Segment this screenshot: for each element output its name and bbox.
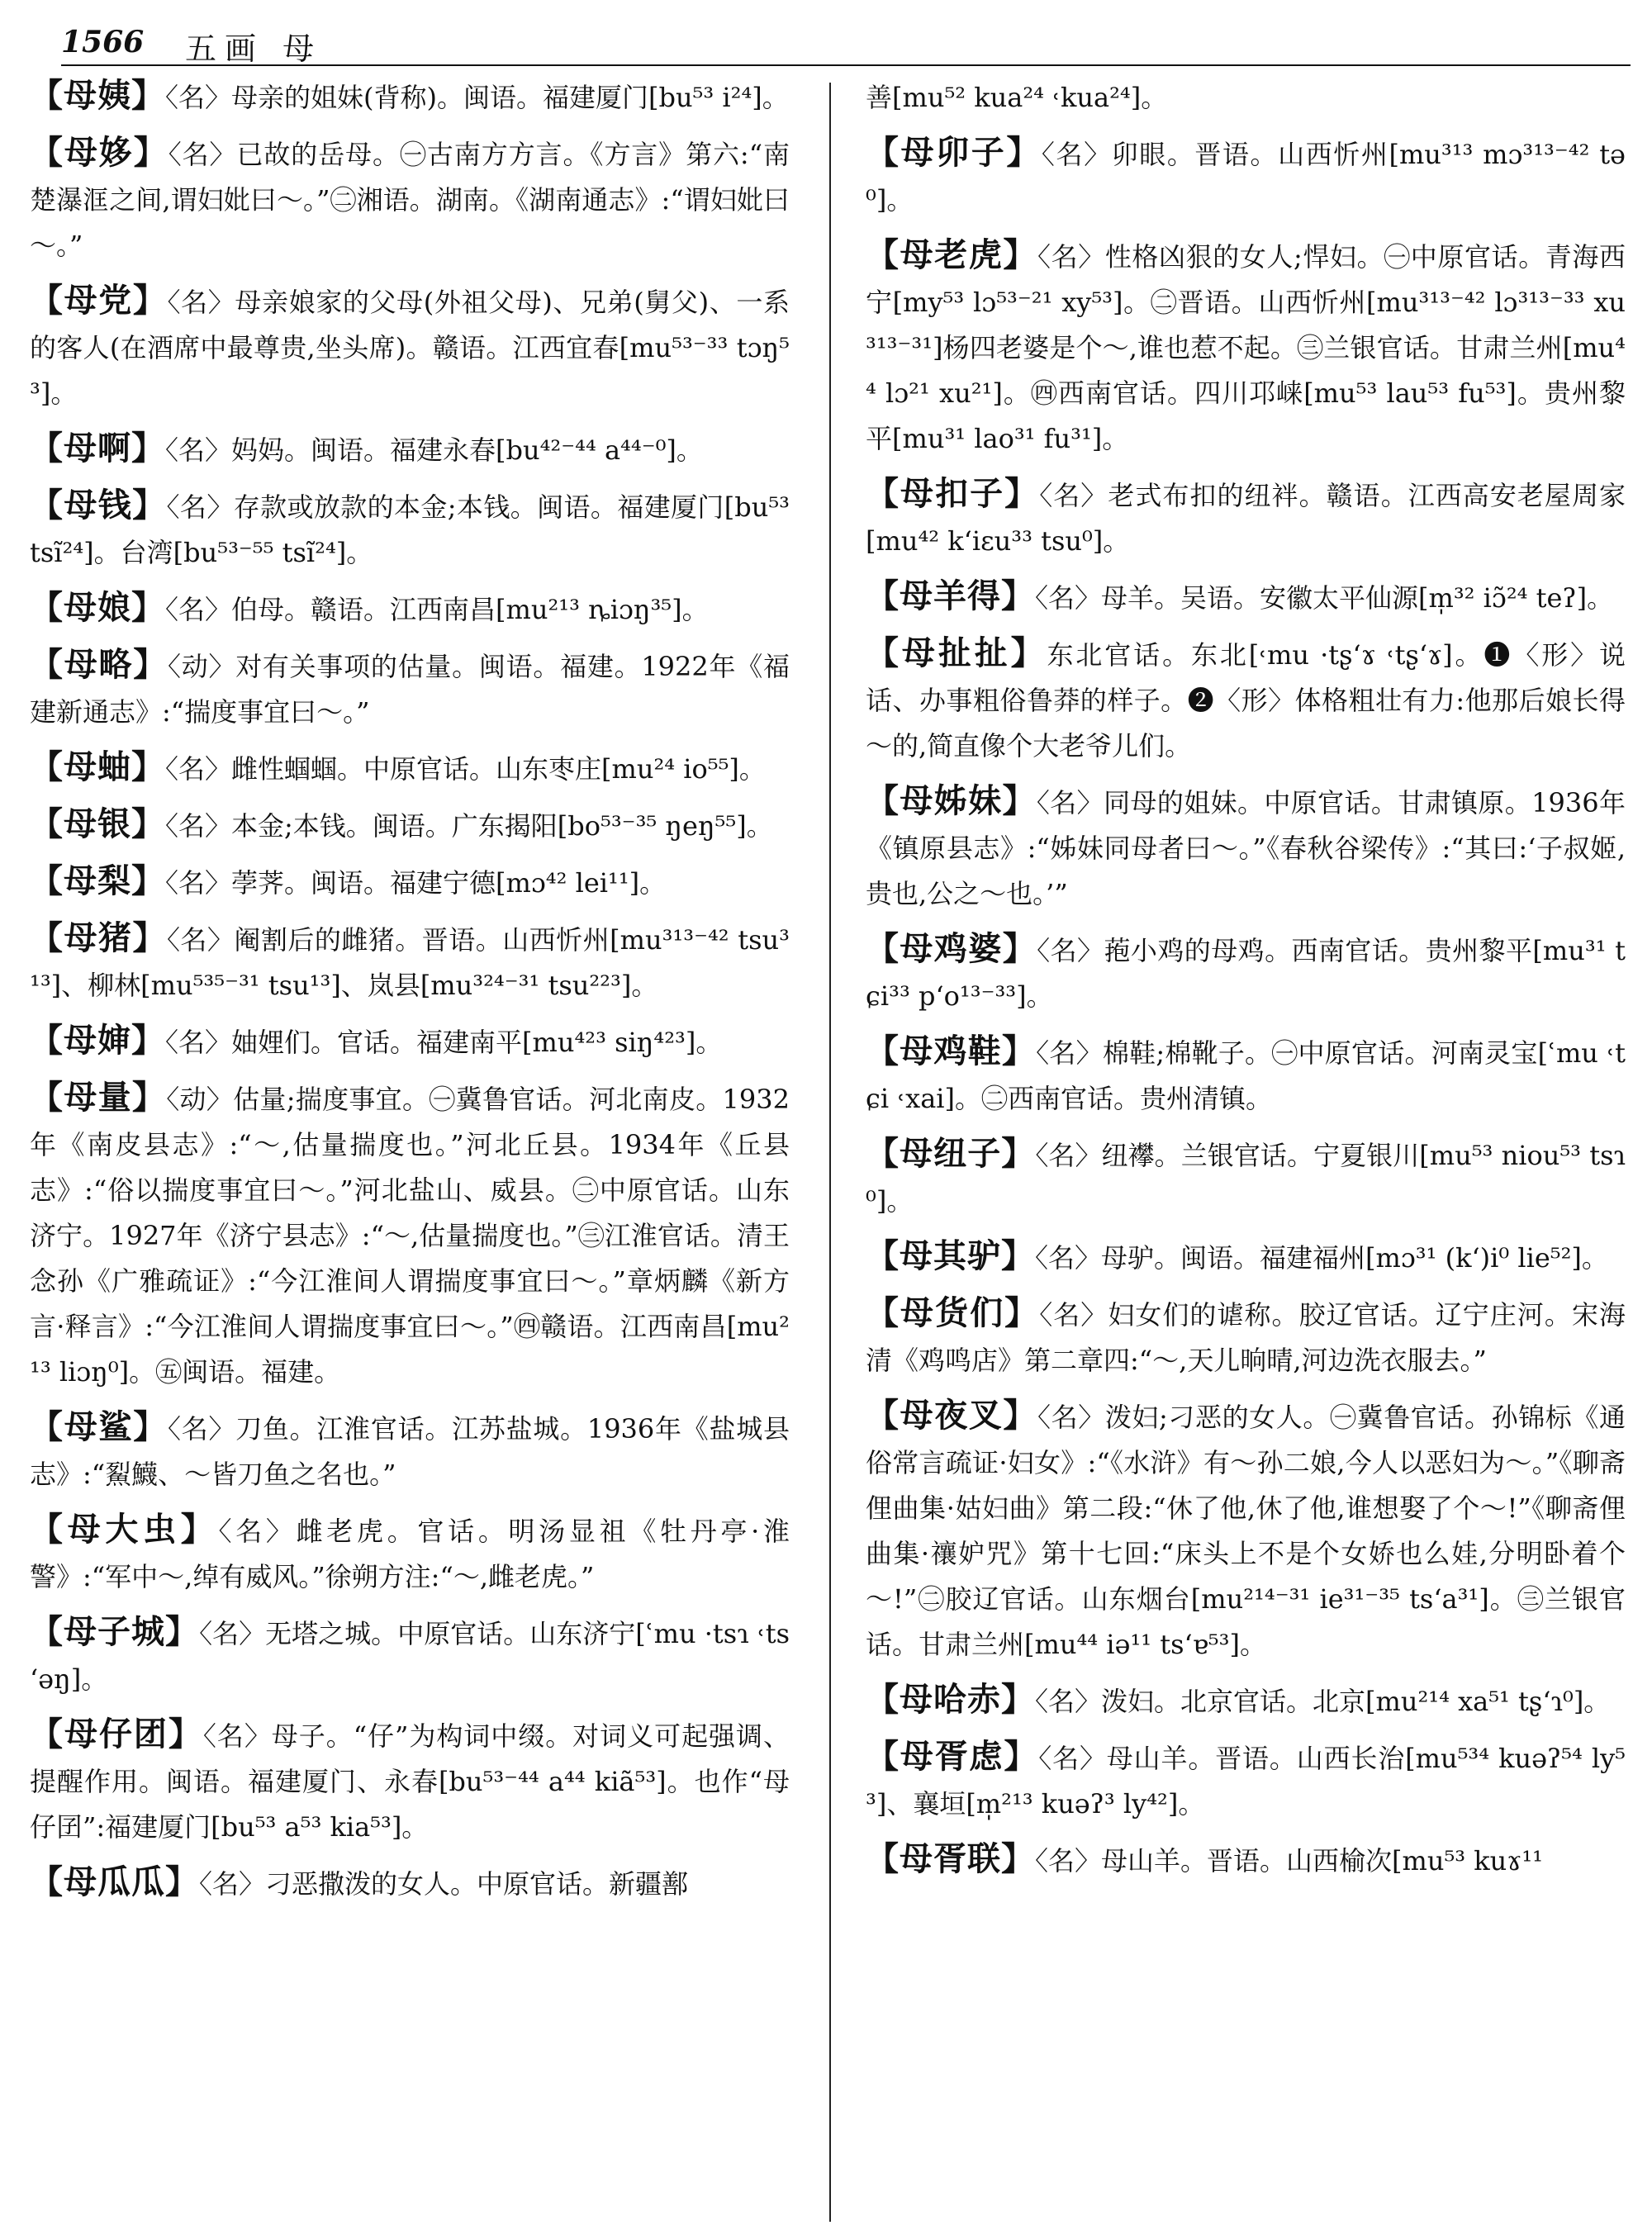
dictionary-entry: [30, 1404, 790, 1497]
entry-definition: 〈名〉伯母。赣语。江西南昌[mu²¹³ ȵiɔŋ³⁵]。: [165, 594, 709, 625]
entry-headword: 【母羊得】: [866, 576, 1035, 615]
entry-headword: 【母鸡鞋】: [866, 1032, 1037, 1070]
entry-headword: 【母夜叉】: [866, 1396, 1038, 1435]
dictionary-entry: [30, 801, 790, 849]
entry-headword: 【母扣子】: [866, 474, 1040, 513]
entry-definition: 〈名〉母羊。吴语。安徽太平仙源[m̩³² iɔ̃²⁴ teʔ]。: [1035, 582, 1614, 614]
entry-headword: 【母娘】: [30, 588, 165, 627]
dictionary-entry: [30, 425, 790, 473]
dictionary-entry: [866, 1734, 1626, 1827]
entry-headword: 【母卯子】: [866, 133, 1042, 172]
entry-headword: 【母哈赤】: [866, 1680, 1035, 1719]
entry-definition: 〈名〉卯眼。晋语。山西忻州[mu³¹³ mɔ³¹³⁻⁴² tə⁰]。: [866, 139, 1626, 216]
entry-definition: 〈名〉性格凶狠的女人;悍妇。㊀中原官话。青海西宁[my⁵³ lɔ⁵³⁻²¹ xy⁵³]。㊁晋语。山西忻州[mu³¹³⁻⁴² lɔ³¹³⁻³³ xu³¹³⁻³¹]杨四老婆是个～,谁也惹不起。㊂兰银官话。甘肃兰州[mu⁴⁴ lɔ²¹ xu²¹]。㊃西南官话。四川邛崃[mu⁵³ lau⁵³ fu⁵³]。贵州黎平[mu³¹ lao³¹ fu³¹]。: [866, 241, 1626, 454]
column-divider: [829, 83, 831, 2222]
entry-headword: 【母纽子】: [866, 1134, 1036, 1173]
entry-headword: 【母大虫】: [30, 1510, 219, 1549]
entry-definition: 〈名〉荸荠。闽语。福建宁德[mɔ⁴² lei¹¹]。: [165, 867, 667, 899]
entry-definition: 〈名〉妇女们的谑称。胶辽官话。辽宁庄河。宋海清《鸡鸣店》第二章四:“～,天儿晌晴,河边洗衣服去。”: [866, 1299, 1626, 1376]
chapter-title: 五画 母: [185, 31, 323, 67]
entry-headword: 【母量】: [30, 1078, 167, 1117]
entry-definition: 东北官话。东北[˓mu ·tʂʻɤ ˓tʂʻɤ]。❶〈形〉说话、办事粗俗鲁莽的样子。❷〈形〉体格粗壮有力:他那后娘长得～的,简直像个大老爷儿们。: [866, 639, 1626, 762]
entry-headword: 【母鸡婆】: [866, 929, 1037, 968]
entry-headword: 【母胥联】: [866, 1839, 1035, 1878]
entry-definition: 〈名〉母山羊。晋语。山西榆次[mu⁵³ kuɤ¹¹: [1035, 1845, 1543, 1877]
entry-definition: 〈名〉母亲娘家的父母(外祖父母)、兄弟(舅父)、一系的客人(在酒席中最尊贵,坐头席)。赣语。江西宜春[mu⁵³⁻³³ tɔŋ⁵³]。: [30, 287, 790, 409]
entry-headword: 【母扯扯】: [866, 633, 1047, 672]
entry-definition: 〈名〉泼妇;刁恶的女人。㊀冀鲁官话。孙锦标《通俗常言疏证·妇女》:“《水浒》有～孙二娘,今人以恶妇为～。”《聊斋俚曲集·姑妇曲》第二段:“休了他,休了他,谁想娶了个～!”《聊斋俚曲集·禳妒咒》第十七回:“床头上不是个女娇也么娃,分明卧着个～!”㊁胶辽官话。山东烟台[mu²¹⁴⁻³¹ ie³¹⁻³⁵ tsʻa³¹]。㊂兰银官话。甘肃兰州[mu⁴⁴ iə¹¹ tsʻɐ⁵³]。: [866, 1402, 1626, 1660]
dictionary-entry: [866, 1677, 1626, 1725]
dictionary-entry: [30, 73, 790, 121]
dictionary-entry: [30, 1711, 790, 1850]
entry-definition: 〈名〉母山羊。晋语。山西长治[mu⁵³⁴ kuəʔ⁵⁴ ly⁵³]、襄垣[m̩²¹³ kuəʔ³ ly⁴²]。: [866, 1743, 1626, 1820]
entry-definition: 〈名〉同母的姐妹。中原官话。甘肃镇原。1936年《镇原县志》:“姊妹同母者曰～。”《春秋谷梁传》:“其曰:‘子叔姬,贵也,公之～也。’”: [866, 787, 1626, 909]
entry-headword: 【母胥虑】: [866, 1737, 1039, 1776]
entry-headword: 【母婶】: [30, 1021, 165, 1060]
left-column: [30, 73, 790, 1916]
entry-definition: 〈名〉雌老虎。官话。明汤显祖《牡丹亭·淮警》:“军中～,绰有威风。”徐朔方注:“～,雌老虎。”: [30, 1516, 790, 1592]
entry-definition: 〈动〉估量;揣度事宜。㊀冀鲁官话。河北南皮。1932年《南皮县志》:“～,估量揣度也。”河北丘县。1934年《丘县志》:“俗以揣度事宜曰～。”河北盐山、威县。㊁中原官话。山东济宁。1927年《济宁县志》:“～,估量揣度也。”㊂江淮官话。清王念孙《广雅疏证》:“今江淮间人谓揣度事宜曰～。”章炳麟《新方言·释言》:“今江淮间人谓揣度事宜曰～。”㊃赣语。江西南昌[mu²¹³ liɔŋ⁰]。㊄闽语。福建。: [30, 1084, 790, 1388]
entry-headword: 【母蚰】: [30, 747, 165, 786]
dictionary-entry: [30, 858, 790, 906]
dictionary-entry: [866, 630, 1626, 769]
entry-definition: 〈名〉菢小鸡的母鸡。西南官话。贵州黎平[mu³¹ tɕi³³ pʻo¹³⁻³³]。: [866, 935, 1626, 1012]
entry-definition: 〈名〉母亲的姐妹(背称)。闽语。福建厦门[bu⁵³ i²⁴]。: [165, 82, 789, 113]
entry-headword: 【母党】: [30, 281, 168, 320]
entry-definition: 〈名〉妯娌们。官话。福建南平[mu⁴²³ siŋ⁴²³]。: [165, 1027, 723, 1058]
entry-headword: 【母姼】: [30, 133, 169, 172]
header-rule: [61, 64, 1631, 66]
dictionary-entry: [30, 1075, 790, 1395]
entry-headword: 【母梨】: [30, 861, 165, 900]
entry-headword: 【母子城】: [30, 1612, 200, 1651]
entry-headword: 【母啊】: [30, 429, 165, 467]
dictionary-entry: [30, 1609, 790, 1702]
dictionary-entry: [30, 482, 790, 576]
entry-definition: 〈名〉阉割后的雌猪。晋语。山西忻州[mu³¹³⁻⁴² tsu³¹³]、柳林[mu⁵³⁵⁻³¹ tsu¹³]、岚县[mu³²⁴⁻³¹ tsu²²³]。: [30, 924, 790, 1001]
entry-headword: 【母瓜瓜】: [30, 1862, 199, 1901]
dictionary-entry: [866, 471, 1626, 564]
entry-headword: 【母猪】: [30, 918, 167, 957]
entry-definition: 〈名〉棉鞋;棉靴子。㊀中原官话。河南灵宝[ʿmu ˓tɕi ˓xai]。㊁西南官话。贵州清镇。: [866, 1037, 1626, 1114]
entry-definition: 〈名〉妈妈。闽语。福建永春[bu⁴²⁻⁴⁴ a⁴⁴⁻⁰]。: [165, 434, 703, 466]
entry-definition: 〈名〉无塔之城。中原官话。山东济宁[ʿmu ·tsɿ ˓tsʻəŋ]。: [30, 1618, 790, 1695]
dictionary-entry: [30, 642, 790, 735]
dictionary-entry: [30, 744, 790, 792]
entry-definition: 〈名〉母驴。闽语。福建福州[mɔ³¹ (kʻ)i⁰ lie⁵²]。: [1035, 1242, 1608, 1274]
entry-definition: 〈名〉刀鱼。江淮官话。江苏盐城。1936年《盐城县志》:“鮤鱴、～皆刀鱼之名也。”: [30, 1413, 790, 1490]
entry-definition: 〈名〉母子。“仔”为构词中缀。对词义可起强调、提醒作用。闽语。福建厦门、永春[bu⁵³⁻⁴⁴ a⁴⁴ kiã⁵³]。也作“母仔囝”:福建厦门[bu⁵³ a⁵³ kia⁵³]。: [30, 1720, 790, 1843]
dictionary-entry: [866, 1290, 1626, 1383]
dictionary-entry: [866, 1131, 1626, 1224]
dictionary-entry: [30, 1859, 790, 1907]
dictionary-entry: [866, 778, 1626, 917]
entry-definition: 〈名〉泼妇。北京官话。北京[mu²¹⁴ xa⁵¹ tʂʻɿ⁰]。: [1035, 1686, 1611, 1717]
dictionary-entry: [866, 73, 1626, 121]
entry-definition: 〈名〉本金;本钱。闽语。广东揭阳[bo⁵³⁻³⁵ ŋeŋ⁵⁵]。: [165, 810, 773, 842]
dictionary-entry: [866, 926, 1626, 1019]
entry-definition: 〈名〉刁恶撒泼的女人。中原官话。新疆鄯: [199, 1868, 689, 1900]
dictionary-entry: [866, 1028, 1626, 1122]
dictionary-entry: [866, 1393, 1626, 1668]
entry-definition: 善[mu⁵² kua²⁴ ˓kua²⁴]。: [866, 82, 1168, 113]
dictionary-entry: [866, 232, 1626, 462]
entry-definition: 〈名〉已故的岳母。㊀古南方方言。《方言》第六:“南楚瀑洭之间,谓妇妣曰～。”㊁湘语。湖南。《湖南通志》:“谓妇妣曰～。”: [30, 139, 790, 261]
entry-definition: 〈名〉纽襻。兰银官话。宁夏银川[mu⁵³ niou⁵³ tsɿ⁰]。: [866, 1140, 1626, 1217]
entry-headword: 【母钱】: [30, 486, 167, 524]
entry-headword: 【母老虎】: [866, 235, 1038, 274]
entry-headword: 【母姊妹】: [866, 781, 1037, 820]
entry-headword: 【母仔团】: [30, 1715, 203, 1753]
dictionary-entry: [30, 1506, 790, 1600]
entry-headword: 【母鲨】: [30, 1407, 168, 1446]
entry-headword: 【母姨】: [30, 76, 165, 115]
entry-definition: 〈名〉存款或放款的本金;本钱。闽语。福建厦门[bu⁵³ tsĩ²⁴]。台湾[bu⁵³⁻⁵⁵ tsĩ²⁴]。: [30, 491, 790, 568]
right-column: [866, 73, 1626, 1893]
entry-definition: 〈名〉老式布扣的纽袢。赣语。江西高安老屋周家[mu⁴² kʻiɛu³³ tsu⁰]。: [866, 480, 1626, 557]
entry-headword: 【母货们】: [866, 1293, 1040, 1332]
dictionary-entry: [30, 1018, 790, 1065]
entry-headword: 【母略】: [30, 645, 168, 684]
dictionary-entry: [30, 278, 790, 416]
dictionary-entry: [866, 1233, 1626, 1281]
entry-definition: 〈名〉雌性蝈蝈。中原官话。山东枣庄[mu²⁴ io⁵⁵]。: [165, 753, 766, 785]
dictionary-entry: [866, 130, 1626, 223]
dictionary-entry: [30, 585, 790, 633]
dictionary-entry: [866, 1836, 1626, 1884]
entry-headword: 【母其驴】: [866, 1236, 1035, 1275]
dictionary-entry: [30, 915, 790, 1008]
dictionary-entry: [866, 573, 1626, 621]
entry-definition: 〈动〉对有关事项的估量。闽语。福建。1922年《福建新通志》:“揣度事宜曰～。”: [30, 651, 790, 728]
page-number: 1566: [61, 25, 145, 59]
entry-headword: 【母银】: [30, 804, 165, 843]
dictionary-entry: [30, 130, 790, 268]
